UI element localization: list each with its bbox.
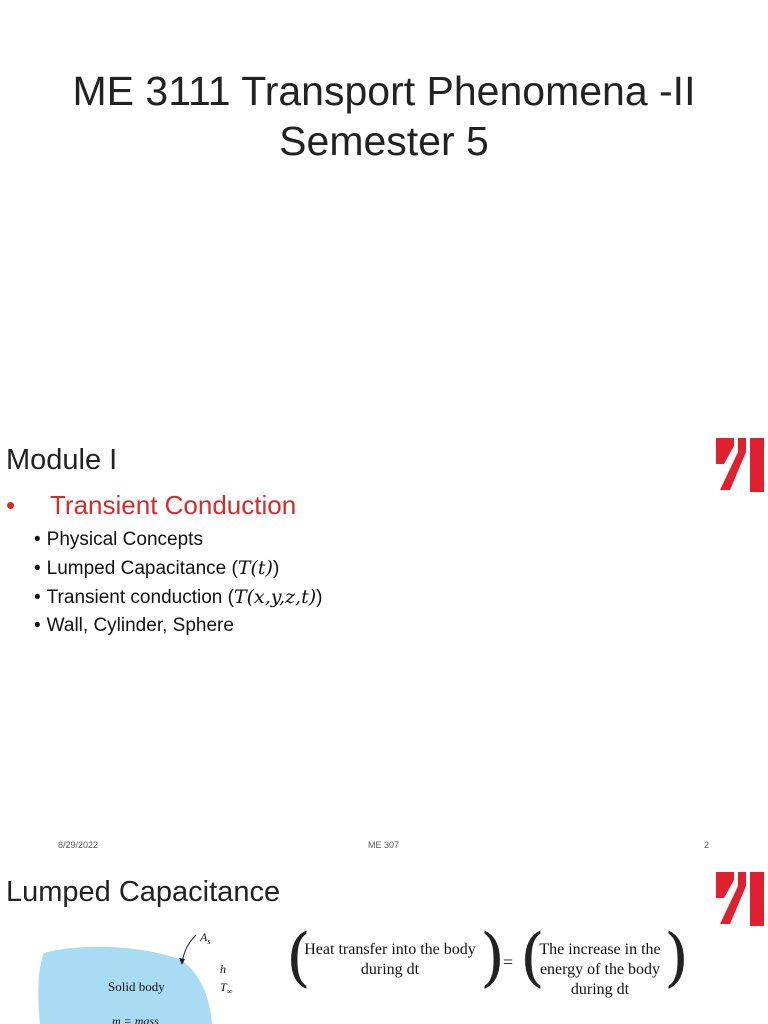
- area-arrow: [182, 935, 196, 963]
- equals-sign: =: [502, 952, 514, 972]
- list-item: • Transient conduction (T(x,y,z,t)): [34, 583, 322, 612]
- title-line-1: ME 3111 Transport Phenomena -II: [72, 68, 696, 114]
- footer-date: 8/29/2022: [58, 840, 99, 850]
- bullet-dot: •: [6, 490, 16, 520]
- main-bullet: [6, 490, 296, 521]
- area-label: $A_s$: [200, 933, 211, 946]
- list-item: • Lumped Capacitance (T(t)): [34, 554, 322, 583]
- body-label: Solid body: [108, 979, 165, 994]
- main-bullet-text: Transient Conduction: [50, 490, 297, 520]
- mass-label: m = mass: [112, 1014, 159, 1024]
- equation-left: Heat transfer into the body during dt: [304, 941, 476, 978]
- module-slide: [0, 428, 768, 856]
- sub-bullet-list: [34, 526, 322, 640]
- footer-page-number: 2: [704, 840, 710, 850]
- right-paren-open: (: [520, 921, 545, 995]
- list-item: • Physical Concepts: [34, 526, 322, 554]
- right-paren-close: ): [664, 921, 689, 995]
- tinf-label: $T_\infty$: [220, 980, 233, 996]
- slide-heading: Lumped Capacitance: [6, 876, 281, 908]
- title-slide: [0, 0, 768, 428]
- slide-title: [0, 66, 768, 166]
- footer-course: ME 307: [368, 840, 400, 850]
- university-logo: [716, 872, 764, 926]
- title-line-2: Semester 5: [279, 118, 489, 164]
- lumped-capacitance-slide: [0, 856, 768, 1024]
- university-logo: [716, 438, 764, 492]
- h-label: h: [220, 962, 226, 976]
- equation-right: The increase in the energy of the body during dt: [539, 941, 661, 998]
- left-paren-open: (: [286, 921, 311, 995]
- list-item: • Wall, Cylinder, Sphere: [34, 612, 322, 640]
- solid-body-figure: [0, 933, 270, 1024]
- left-paren-close: ): [480, 921, 505, 995]
- slide-heading: Module I: [6, 444, 118, 476]
